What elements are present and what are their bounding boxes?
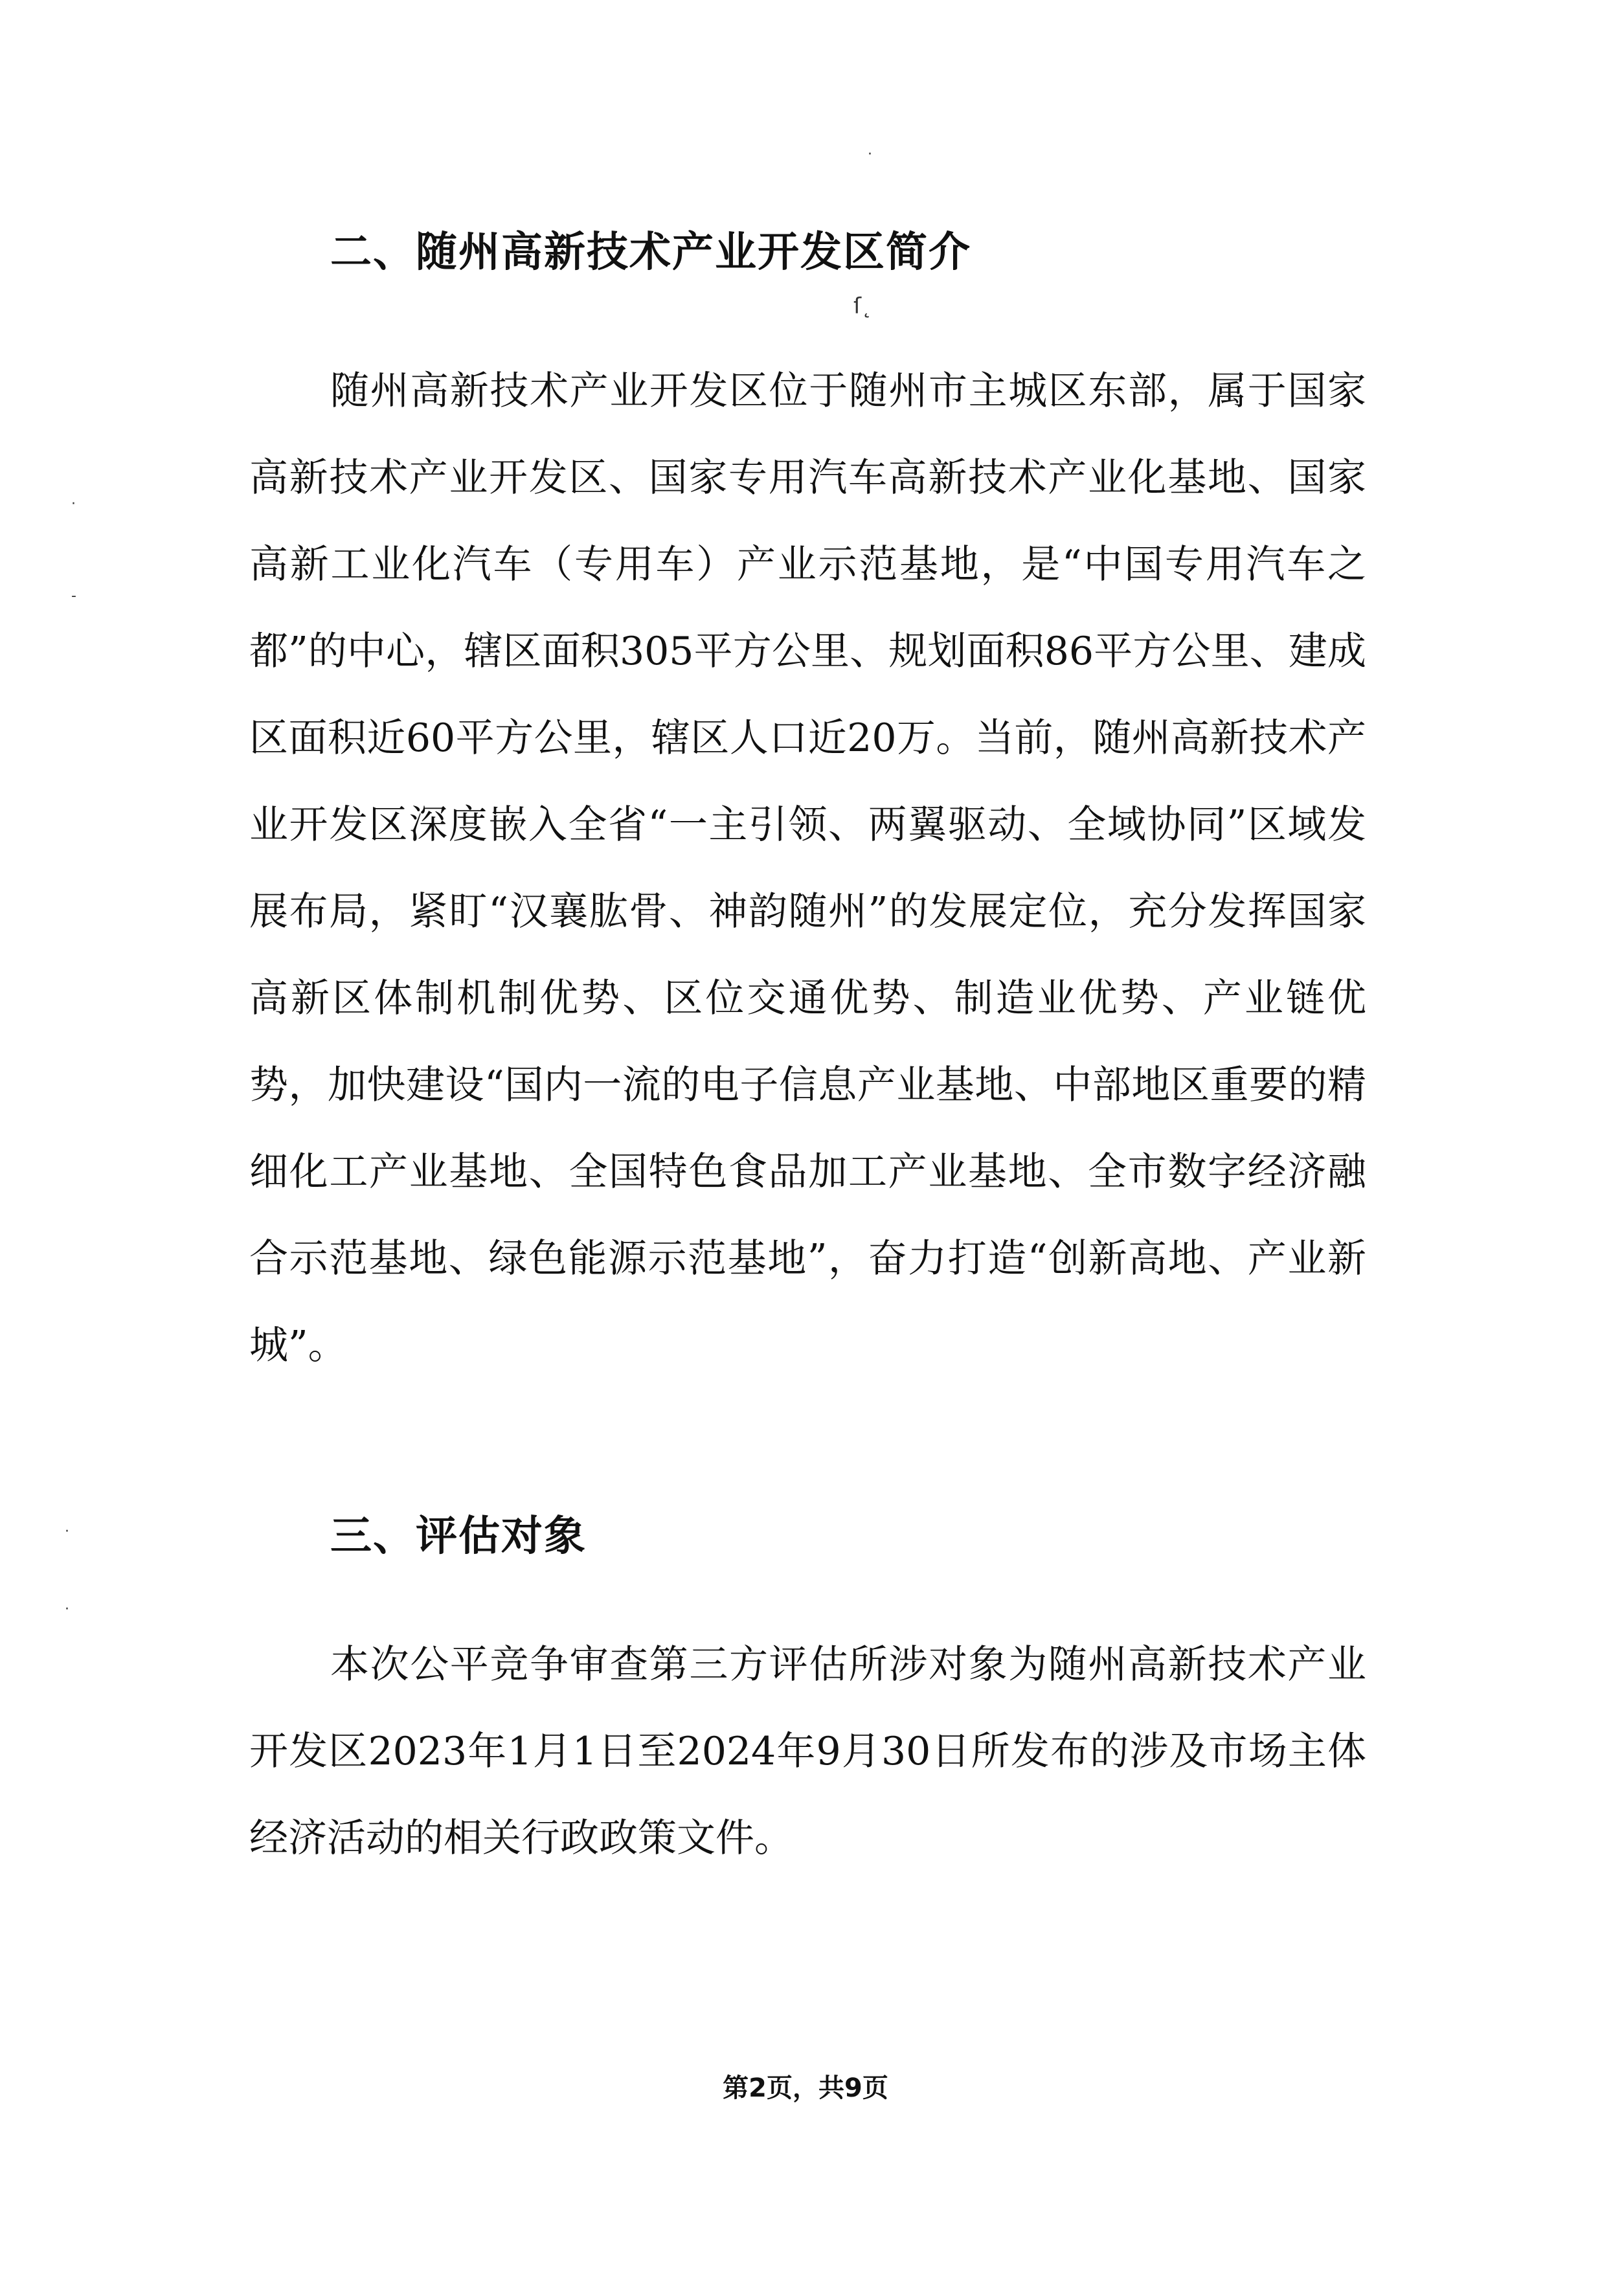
margin-mark: · [71, 496, 76, 512]
page-number-footer: 第2页，共9页 [723, 2073, 888, 2103]
margin-mark: · [65, 1601, 69, 1617]
scan-speck: · [868, 146, 872, 163]
section-2-heading: 二、随州高新技术产业开发区简介 [330, 229, 971, 276]
section-3-heading: 三、评估对象 [330, 1513, 587, 1560]
margin-mark: · [65, 1524, 69, 1540]
margin-mark: - [71, 588, 76, 604]
section-2-body: 随州高新技术产业开发区位于随州市主城区东部，属于国家高新技术产业开发区、国家专用汽车高新技术产业化基地、国家高新工业化汽车（专用车）产业示范基地，是“中国专用汽车之都”的中心，辖区面积305平方公里、规划面积86平方公里、建成区面积近60平方公里，辖区人口近20万。当前，随州高新技术产业开发区深度嵌入全省“一主引领、两翼驱动、全域协同”区域发展布局，紧盯“汉襄肱骨、神韵随州”的发展定位，充分发挥国家高新区体制机制优势、区位交通优势、制造业优势、产业链优势，加快建设“国内一流的电子信息产业基地、中部地区重要的精细化工产业基地、全国特色食品加工产业基地、全市数字经济融合示范基地、绿色能源示范基地”，奋力打造“创新高地、产业新城”。 [249, 368, 1366, 1368]
scan-speck: ſ˛ [853, 293, 872, 319]
section-3-body: 本次公平竞争审查第三方评估所涉对象为随州高新技术产业开发区2023年1月1日至2024年9月30日所发布的涉及市场主体经济活动的相关行政政策文件。 [249, 1642, 1366, 1861]
